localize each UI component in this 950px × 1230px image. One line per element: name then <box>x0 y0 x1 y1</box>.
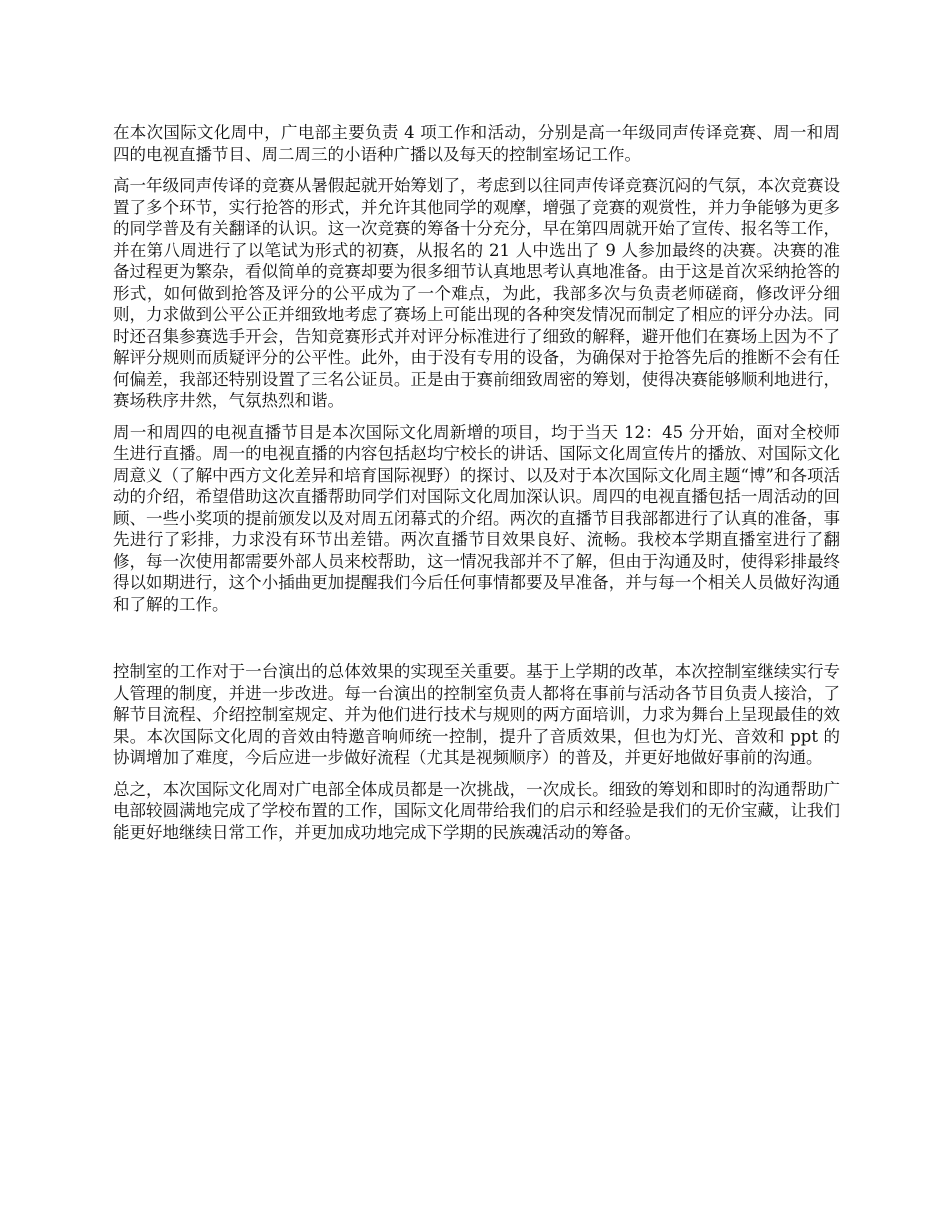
paragraph-control-room: 控制室的工作对于一台演出的总体效果的实现至关重要。基于上学期的改革，本次控制室继续实行专人管理的制度，并进一步改进。每一台演出的控制室负责人都将在事前与活动各节目负责人接洽，了解节目流程、介绍控制室规定、并为他们进行技术与规则的两方面培训，力求为舞台上呈现最佳的效果。本次国际文化周的音效由特邀音响师统一控制，提升了音质效果，但也为灯光、音效和 ppt 的协调增加了难度，今后应进一步做好流程（尤其是视频顺序）的普及，并更好地做好事前的沟通。 <box>113 662 840 767</box>
document-body <box>113 122 840 853</box>
paragraph-intro: 在本次国际文化周中，广电部主要负责 4 项工作和活动，分别是高一年级同声传译竞赛、周一和周四的电视直播节目、周二周三的小语种广播以及每天的控制室场记工作。 <box>113 123 840 164</box>
paragraph-spacer <box>113 625 840 661</box>
paragraph-tv-broadcast: 周一和周四的电视直播节目是本次国际文化周新增的项目，均于当天 12：45 分开始，面对全校师生进行直播。周一的电视直播的内容包括赵均宁校长的讲话、国际文化周宣传片的播放、对国际文化周意义（了解中西方文化差异和培育国际视野）的探讨、以及对于本次国际文化周主题“博”和各项活动的介绍，希望借助这次直播帮助同学们对国际文化周加深认识。周四的电视直播包括一周活动的回顾、一些小奖项的提前颁发以及对周五闭幕式的介绍。两次的直播节目我部都进行了认真的准备，事先进行了彩排，力求没有环节出差错。两次直播节目效果良好、流畅。我校本学期直播室进行了翻修，每一次使用都需要外部人员来校帮助，这一情况我部并不了解，但由于沟通及时，使得彩排最终得以如期进行，这个小插曲更加提醒我们今后任何事情都要及早准备，并与每一个相关人员做好沟通和了解的工作。 <box>113 422 840 614</box>
paragraph-interpretation-contest: 高一年级同声传译的竞赛从暑假起就开始筹划了，考虑到以往同声传译竞赛沉闷的气氛，本次竞赛设置了多个环节，实行抢答的形式，并允许其他同学的观摩，增强了竞赛的观赏性，并力争能够为更多的同学普及有关翻译的认识。这一次竞赛的筹备十分充分，早在第四周就开始了宣传、报名等工作，并在第八周进行了以笔试为形式的初赛，从报名的 21 人中选出了 9 人参加最终的决赛。决赛的准备过程更为繁杂，看似简单的竞赛却要为很多细节认真地思考认真地准备。由于这是首次采纳抢答的形式，如何做到抢答及评分的公平成为了一个难点，为此，我部多次与负责老师磋商，修改评分细则，力求做到公平公正并细致地考虑了赛场上可能出现的各种突发情况而制定了相应的评分办法。同时还召集参赛选手开会，告知竞赛形式并对评分标准进行了细致的解释，避开他们在赛场上因为不了解评分规则而质疑评分的公平性。此外，由于没有专用的设备，为确保对于抢答先后的推断不会有任何偏差，我部还特别设置了三名公证员。正是由于赛前细致周密的筹划，使得决赛能够顺利地进行，赛场秩序井然，气氛热烈和谐。 <box>113 176 840 410</box>
paragraph-conclusion: 总之，本次国际文化周对广电部全体成员都是一次挑战，一次成长。细致的筹划和即时的沟通帮助广电部较圆满地完成了学校布置的工作，国际文化周带给我们的启示和经验是我们的无价宝藏，让我们能更好地继续日常工作，并更加成功地完成下学期的民族魂活动的筹备。 <box>113 779 840 842</box>
